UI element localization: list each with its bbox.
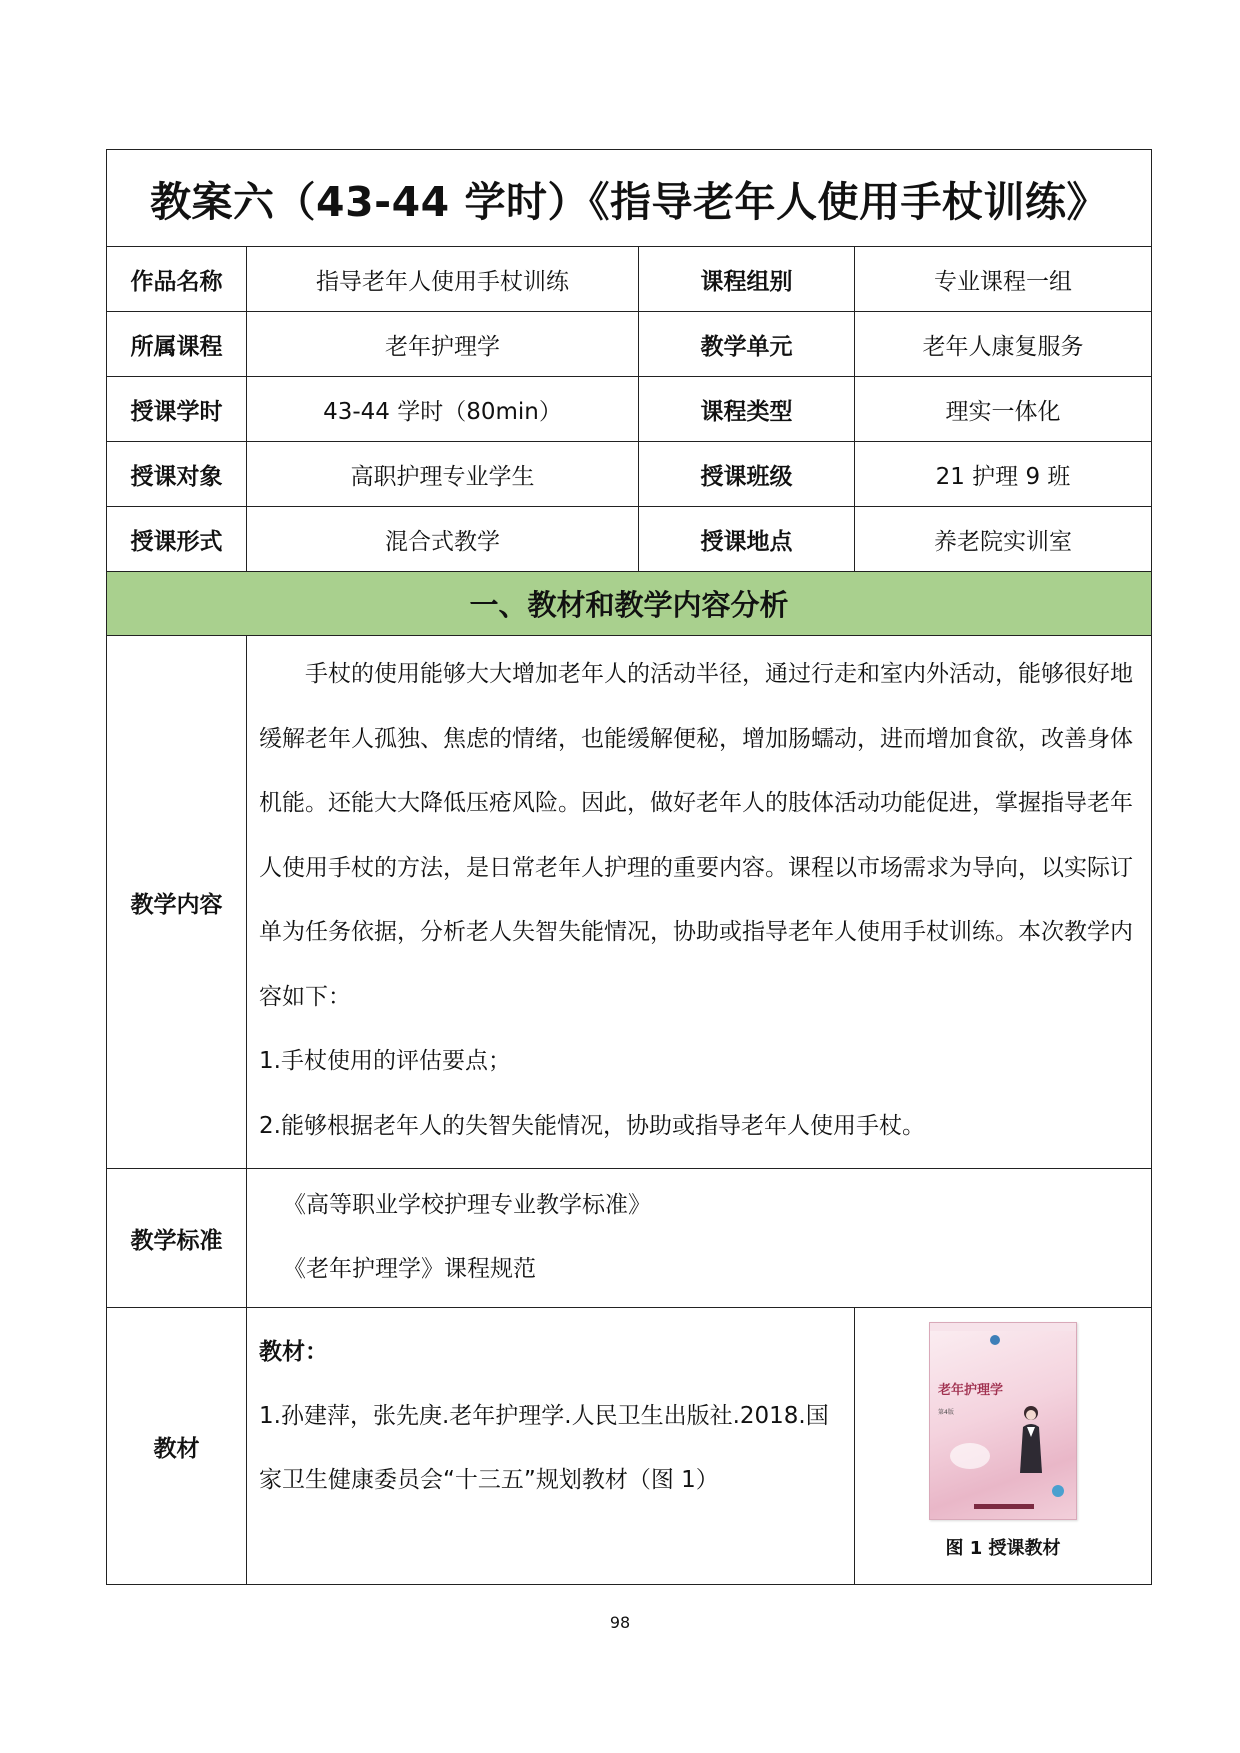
info-value: 老年人康复服务 bbox=[855, 312, 1152, 377]
section-header-row bbox=[107, 572, 1152, 636]
info-value: 指导老年人使用手杖训练 bbox=[247, 247, 639, 312]
info-row bbox=[107, 312, 1152, 377]
textbook-label: 教材 bbox=[107, 1308, 247, 1585]
info-row bbox=[107, 442, 1152, 507]
info-label: 授课形式 bbox=[107, 507, 247, 572]
info-value: 43-44 学时（80min） bbox=[247, 377, 639, 442]
info-row bbox=[107, 507, 1152, 572]
textbook-entry: 1.孙建萍，张先庚.老年护理学.人民卫生出版社.2018.国家卫生健康委员会“十三五”规划教材（图 1） bbox=[259, 1403, 829, 1493]
info-label: 所属课程 bbox=[107, 312, 247, 377]
info-value: 高职护理专业学生 bbox=[247, 442, 639, 507]
page-number: 98 bbox=[609, 1613, 631, 1632]
teaching-content-paragraph: 手杖的使用能够大大增加老年人的活动半径，通过行走和室内外活动，能够很好地缓解老年人孤独、焦虑的情绪，也能缓解便秘，增加肠蠕动，进而增加食欲，改善身体机能。还能大大降低压疮风险。因此，做好老年人的肢体活动功能促进，掌握指导老年人使用手杖的方法，是日常老年人护理的重要内容。课程以市场需求为导向，以实际订单为任务依据，分析老人失智失能情况，协助或指导老年人使用手杖训练。本次教学内容如下： bbox=[259, 661, 1133, 1010]
section-heading: 一、教材和教学内容分析 bbox=[107, 572, 1152, 636]
teaching-standard-label: 教学标准 bbox=[107, 1169, 247, 1308]
info-label: 课程组别 bbox=[639, 247, 855, 312]
textbook-row bbox=[107, 1308, 1152, 1585]
teaching-content-body bbox=[247, 636, 1152, 1169]
info-row bbox=[107, 247, 1152, 312]
info-label: 授课班级 bbox=[639, 442, 855, 507]
info-value: 理实一体化 bbox=[855, 377, 1152, 442]
info-value: 老年护理学 bbox=[247, 312, 639, 377]
teaching-standard-body bbox=[247, 1169, 1152, 1308]
info-label: 课程类型 bbox=[639, 377, 855, 442]
standard-line: 《高等职业学校护理专业教学标准》 bbox=[283, 1192, 651, 1218]
info-row bbox=[107, 377, 1152, 442]
lesson-title: 教案六（43-44 学时）《指导老年人使用手杖训练》 bbox=[107, 150, 1152, 247]
teaching-content-item: 2.能够根据老年人的失智失能情况，协助或指导老年人使用手杖。 bbox=[259, 1112, 925, 1139]
info-label: 授课学时 bbox=[107, 377, 247, 442]
publisher-logo-icon bbox=[990, 1335, 1000, 1345]
teaching-content-row bbox=[107, 636, 1152, 1169]
book-cover-image bbox=[929, 1322, 1077, 1520]
info-label: 教学单元 bbox=[639, 312, 855, 377]
textbook-figure bbox=[855, 1308, 1152, 1585]
figure-caption: 图 1 授课教材 bbox=[945, 1538, 1061, 1559]
teaching-content-label: 教学内容 bbox=[107, 636, 247, 1169]
teaching-standard-row bbox=[107, 1169, 1152, 1308]
book-cover-edition: 第4版 bbox=[938, 1409, 954, 1416]
textbook-heading: 教材： bbox=[259, 1339, 328, 1365]
info-label: 授课地点 bbox=[639, 507, 855, 572]
textbook-body bbox=[247, 1308, 855, 1585]
lesson-plan-sheet bbox=[106, 149, 1151, 1585]
info-label: 授课对象 bbox=[107, 442, 247, 507]
book-cover-title: 老年护理学 bbox=[938, 1383, 1004, 1398]
lesson-plan-table bbox=[106, 149, 1152, 1585]
standard-line: 《老年护理学》课程规范 bbox=[283, 1256, 536, 1282]
info-value: 21 护理 9 班 bbox=[855, 442, 1152, 507]
info-label: 作品名称 bbox=[107, 247, 247, 312]
book-badge-icon bbox=[1052, 1485, 1064, 1497]
info-value: 混合式教学 bbox=[247, 507, 639, 572]
teaching-content-item: 1.手杖使用的评估要点； bbox=[259, 1048, 511, 1074]
nurse-illustration-icon bbox=[1016, 1403, 1046, 1473]
info-value: 养老院实训室 bbox=[855, 507, 1152, 572]
info-value: 专业课程一组 bbox=[855, 247, 1152, 312]
